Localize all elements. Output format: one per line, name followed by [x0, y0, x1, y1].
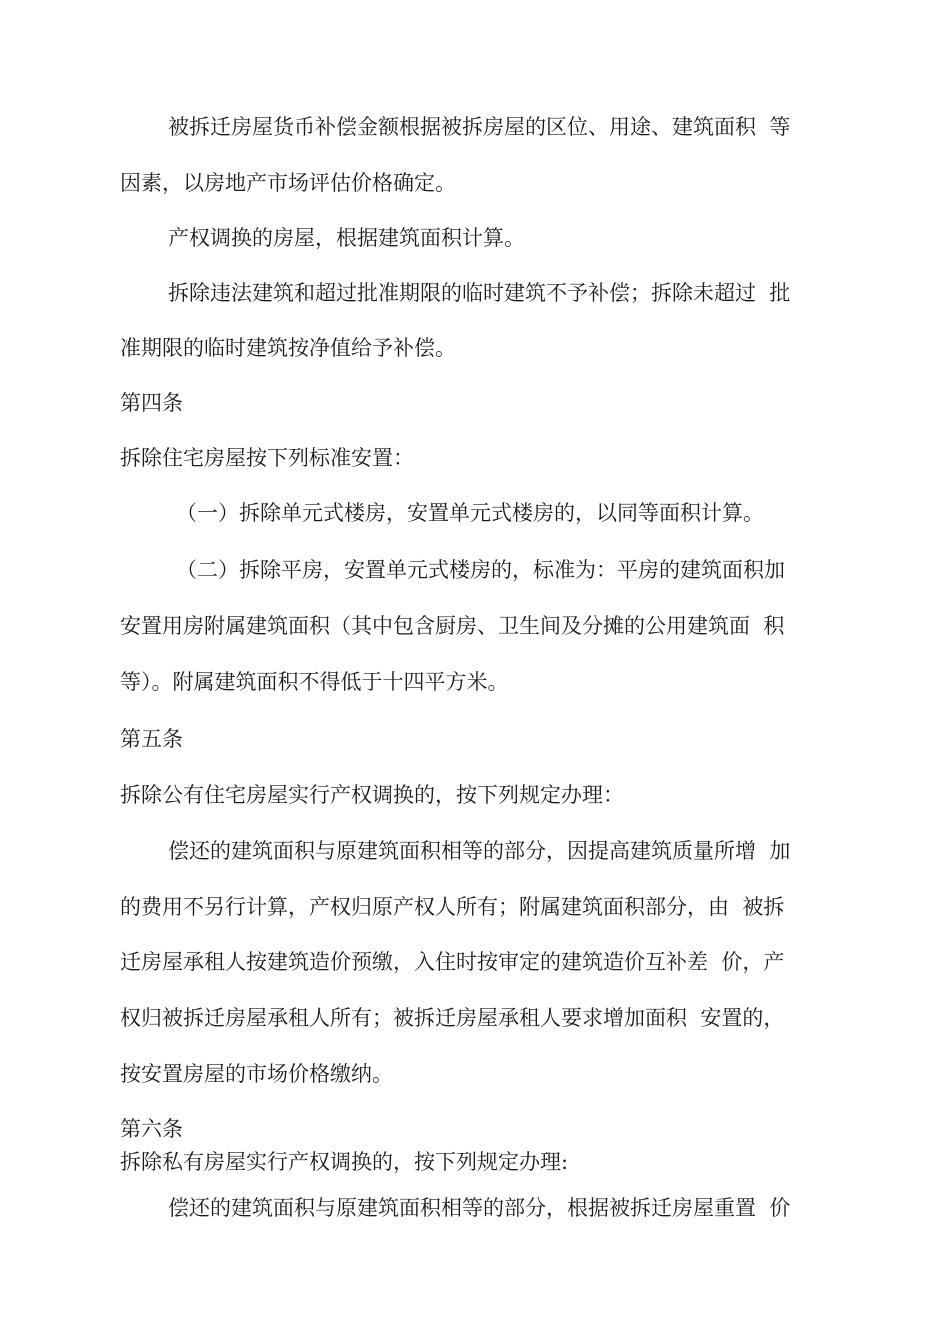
paragraph-line: 迁房屋承租人按建筑造价预缴，入住时按审定的建筑造价互补差 价，产: [120, 950, 785, 974]
paragraph-line: 因素，以房地产市场评估价格确定。: [120, 171, 456, 195]
paragraph-line: 按安置房屋的市场价格缴纳。: [120, 1062, 393, 1086]
list-item: （二）拆除平房，安置单元式楼房的，标准为：平房的建筑面积加: [176, 558, 785, 582]
paragraph-line: 拆除住宅房屋按下列标准安置：: [120, 446, 414, 470]
list-item: （一）拆除单元式楼房，安置单元式楼房的，以同等面积计算。: [176, 501, 764, 525]
paragraph-line: 的费用不另行计算，产权归原产权人所有；附属建筑面积部分，由 被拆: [120, 895, 785, 919]
paragraph-line: 产权调换的房屋，根据建筑面积计算。: [168, 226, 525, 250]
paragraph-line: 准期限的临时建筑按净值给予补偿。: [120, 336, 456, 360]
paragraph-line: 被拆迁房屋货币补偿金额根据被拆房屋的区位、用途、建筑面积 等: [168, 115, 791, 139]
paragraph-line: 拆除私有房屋实行产权调换的，按下列规定办理:: [120, 1150, 569, 1174]
paragraph-line: 拆除公有住宅房屋实行产权调换的，按下列规定办理：: [120, 783, 624, 807]
paragraph-line: 偿还的建筑面积与原建筑面积相等的部分，根据被拆迁房屋重置 价: [168, 1196, 791, 1220]
paragraph-line: 安置用房附属建筑面积（其中包含厨房、卫生间及分摊的公用建筑面 积: [120, 614, 785, 638]
paragraph-line: 等）。附属建筑面积不得低于十四平方米。: [120, 670, 509, 694]
paragraph-line: 权归被拆迁房屋承租人所有；被拆迁房屋承租人要求增加面积 安置的，: [120, 1006, 785, 1030]
article-heading: 第五条: [120, 727, 183, 751]
paragraph-line: 偿还的建筑面积与原建筑面积相等的部分，因提高建筑质量所增 加: [168, 839, 791, 863]
article-heading: 第六条: [120, 1117, 183, 1141]
article-heading: 第四条: [120, 391, 183, 415]
paragraph-line: 拆除违法建筑和超过批准期限的临时建筑不予补偿；拆除未超过 批: [168, 281, 791, 305]
